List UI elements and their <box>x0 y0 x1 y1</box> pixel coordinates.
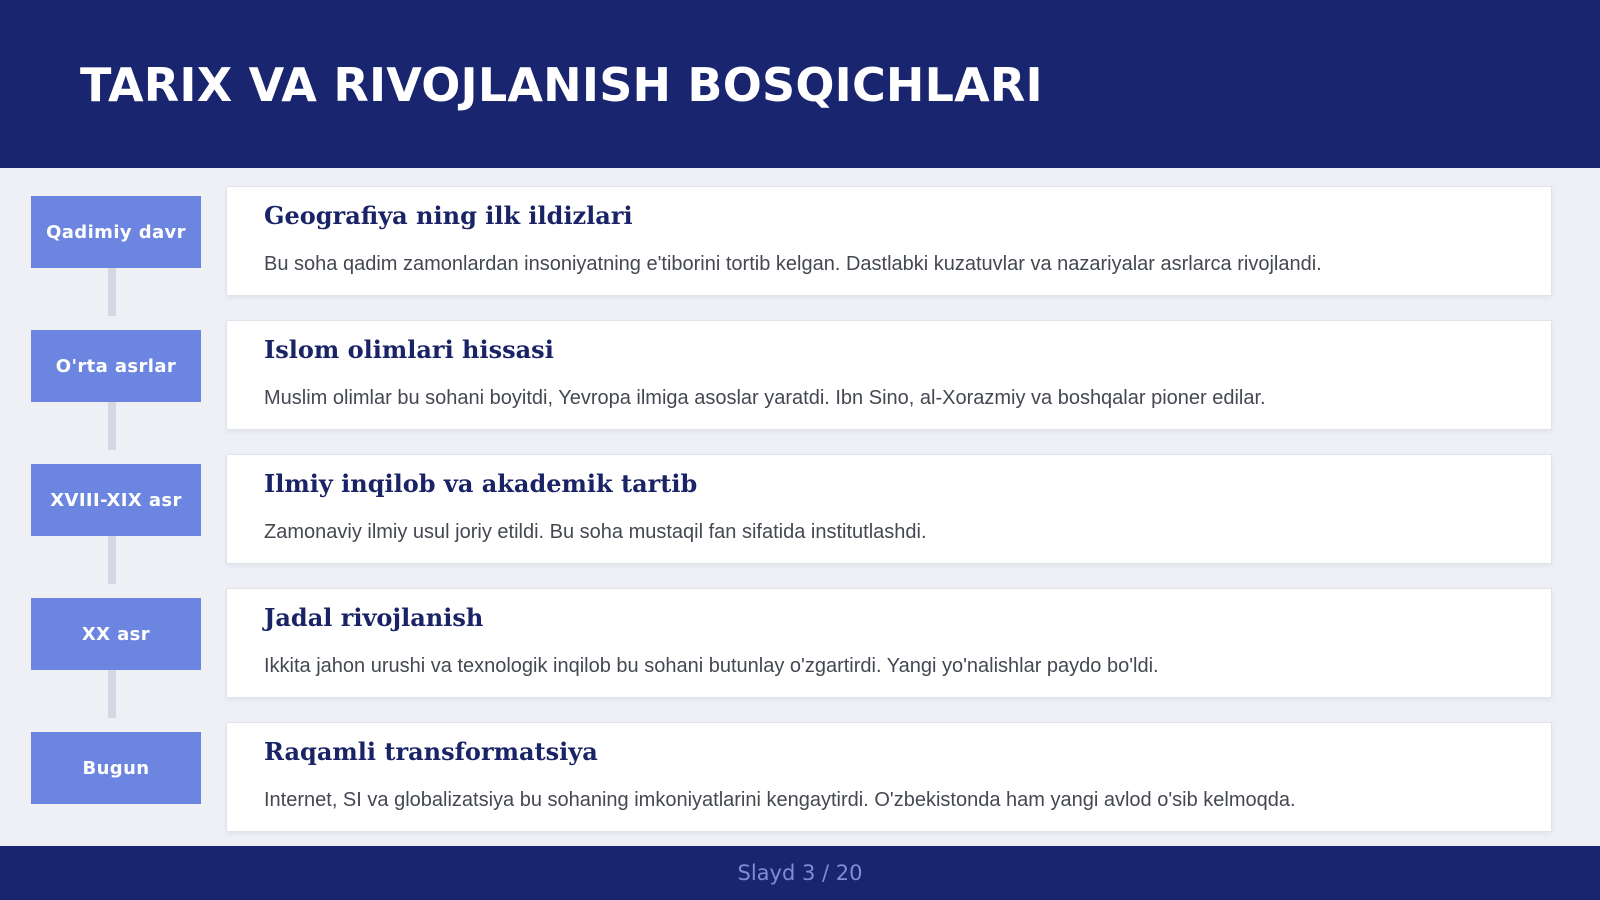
era-badge: XX asr <box>31 598 201 670</box>
era-badge: XVIII-XIX asr <box>31 464 201 536</box>
slide-title: TARIX VA RIVOJLANISH BOSQICHLARI <box>80 58 1043 112</box>
card-description: Internet, SI va globalizatsiya bu sohaning imkoniyatlarini kengaytirdi. O'zbekistonda ham yangi avlod o'sib kelmoqda. <box>264 789 1296 811</box>
timeline-card <box>226 588 1552 698</box>
slide-counter: Slayd 3 / 20 <box>737 861 863 885</box>
slide-header <box>0 0 1600 168</box>
card-description: Bu soha qadim zamonlardan insoniyatning e'tiborini tortib kelgan. Dastlabki kuzatuvlar va nazariyalar asrlarca rivojlandi. <box>264 253 1322 275</box>
timeline-card <box>226 186 1552 296</box>
era-badge: Bugun <box>31 732 201 804</box>
era-badge: O'rta asrlar <box>31 330 201 402</box>
card-heading: Jadal rivojlanish <box>264 603 484 632</box>
slide-footer <box>0 846 1600 900</box>
card-description: Muslim olimlar bu sohani boyitdi, Yevropa ilmiga asoslar yaratdi. Ibn Sino, al-Xorazmiy va boshqalar pioner edilar. <box>264 387 1266 409</box>
era-badge: Qadimiy davr <box>31 196 201 268</box>
timeline-connector <box>108 536 116 584</box>
card-description: Ikkita jahon urushi va texnologik inqilob bu sohani butunlay o'zgartirdi. Yangi yo'nalishlar paydo bo'ldi. <box>264 655 1159 677</box>
card-heading: Raqamli transformatsiya <box>264 737 598 766</box>
timeline-card <box>226 320 1552 430</box>
timeline-connector <box>108 402 116 450</box>
timeline-card <box>226 722 1552 832</box>
timeline-connector <box>108 670 116 718</box>
card-heading: Geografiya ning ilk ildizlari <box>264 201 633 230</box>
timeline-connector <box>108 268 116 316</box>
timeline <box>0 168 1600 846</box>
timeline-card <box>226 454 1552 564</box>
card-heading: Ilmiy inqilob va akademik tartib <box>264 469 698 498</box>
card-heading: Islom olimlari hissasi <box>264 335 554 364</box>
card-description: Zamonaviy ilmiy usul joriy etildi. Bu soha mustaqil fan sifatida institutlashdi. <box>264 521 927 543</box>
